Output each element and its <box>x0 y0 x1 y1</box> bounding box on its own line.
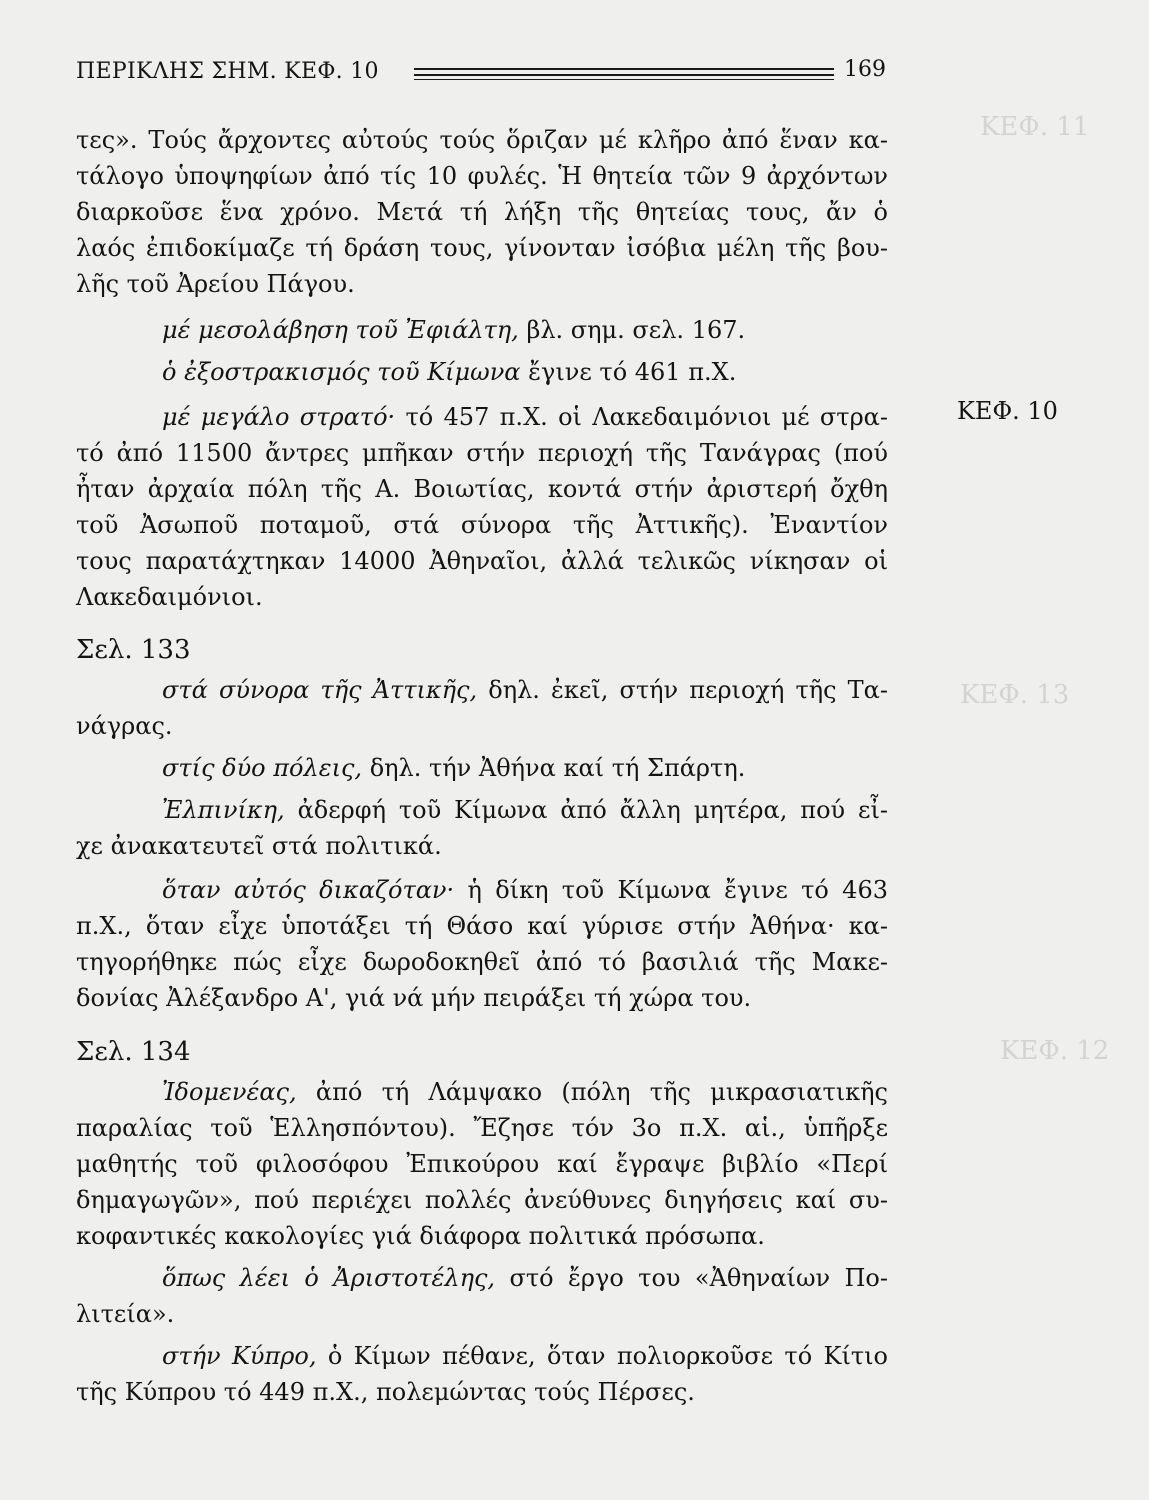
text-line: διαρκοῦσε ἕνα χρόνο. Μετά τή λήξη τῆς θητείας τους, ἄν ὁ <box>76 198 888 226</box>
note-entry: Ἰδομενέας, ἀπό τή Λάμψακο (πόλη τῆς μικρασιατικῆς <box>162 1078 888 1106</box>
note-lemma: Ἐλπινίκη, <box>162 796 285 824</box>
running-title: ΠΕΡΙΚΛΗΣ ΣΗΜ. ΚΕΦ. 10 <box>76 59 379 84</box>
text-line: τοῦ Ἀσωποῦ ποταμοῦ, στά σύνορα τῆς Ἀττικῆς). Ἐναντίον <box>76 511 888 539</box>
note-entry: ὅπως λέει ὁ Ἀριστοτέλης, στό ἔργο του «Ἀθηναίων Πο- <box>162 1264 888 1292</box>
note-lemma: μέ μεσολάβηση τοῦ Ἐφιάλτη, <box>162 316 519 344</box>
note-lemma: ὅπως λέει ὁ Ἀριστοτέλης, <box>162 1264 496 1292</box>
note-entry: μέ μεγάλο στρατό· τό 457 π.Χ. οἱ Λακεδαιμόνιοι μέ στρα- <box>162 403 888 431</box>
note-entry: Ἐλπινίκη, ἀδερφή τοῦ Κίμωνα ἀπό ἄλλη μητέρα, πού εἶ- <box>162 796 888 824</box>
header-double-rule <box>414 68 834 76</box>
note-entry: ὁ ἐξοστρακισμός τοῦ Κίμωνα ἔγινε τό 461 π.Χ. <box>162 358 737 386</box>
running-header <box>76 55 886 95</box>
text-line: Λακεδαιμόνιοι. <box>76 583 263 611</box>
text-line: μαθητής τοῦ φιλοσόφου Ἐπικούρου καί ἔγραψε βιβλίο «Περί <box>76 1150 888 1178</box>
text-line: ἦταν ἀρχαία πόλη τῆς Α. Βοιωτίας, κοντά στήν ἀριστερή ὄχθη <box>76 475 888 503</box>
note-lemma: στά σύνορα τῆς Ἀττικῆς, <box>162 676 478 704</box>
text-line: κοφαντικές κακολογίες γιά διάφορα πολιτικά πρόσωπα. <box>76 1222 765 1250</box>
text-line: τάλογο ὑποψηφίων ἀπό τίς 10 φυλές. Ἡ θητεία τῶν 9 ἀρχόντων <box>76 162 888 190</box>
note-entry: στήν Κύπρο, ὁ Κίμων πέθανε, ὅταν πολιορκοῦσε τό Κίτιο <box>162 1342 888 1370</box>
note-entry: στά σύνορα τῆς Ἀττικῆς, δηλ. ἐκεῖ, στήν περιοχή τῆς Τα- <box>162 676 888 704</box>
text-line: τηγορήθηκε πώς εἶχε δωροδοκηθεῖ ἀπό τό βασιλιά τῆς Μακε- <box>76 948 888 976</box>
note-lemma: στήν Κύπρο, <box>162 1342 317 1370</box>
text-line: λῆς τοῦ Ἀρείου Πάγου. <box>76 270 355 298</box>
text-line: τους παρατάχτηκαν 14000 Ἀθηναῖοι, ἀλλά τελικῶς νίκησαν οἱ <box>76 547 888 575</box>
text-line: τῆς Κύπρου τό 449 π.Χ., πολεμώντας τούς Πέρσες. <box>76 1378 695 1406</box>
text-line: δονίας Ἀλέξανδρο Α', γιά νά μήν πειράξει τή χώρα του. <box>76 984 752 1012</box>
chapter-margin-label: ΚΕΦ. 10 <box>957 397 1058 425</box>
text-line: λιτεία». <box>76 1300 175 1328</box>
header-rule <box>414 79 834 80</box>
note-entry: στίς δύο πόλεις, δηλ. τήν Ἀθήνα καί τή Σπάρτη. <box>162 754 746 782</box>
note-entry: ὅταν αὐτός δικαζόταν· ἡ δίκη τοῦ Κίμωνα ἔγινε τό 463 <box>162 876 888 904</box>
page-number: 169 <box>844 57 886 82</box>
note-lemma: μέ μεγάλο στρατό· <box>162 403 396 431</box>
section-heading: Σελ. 134 <box>76 1037 191 1067</box>
note-lemma: στίς δύο πόλεις, <box>162 754 363 782</box>
note-lemma: ὁ ἐξοστρακισμός τοῦ Κίμωνα <box>162 358 521 386</box>
text-line: τες». Τούς ἄρχοντες αὐτούς τούς ὅριζαν μέ κλῆρο ἀπό ἕναν κα- <box>76 126 888 154</box>
text-line: λαός ἐπιδοκίμαζε τή δράση τους, γίνονταν ἰσόβια μέλη τῆς βου- <box>76 234 888 262</box>
note-entry: μέ μεσολάβηση τοῦ Ἐφιάλτη, βλ. σημ. σελ. 167. <box>162 316 746 344</box>
text-line: νάγρας. <box>76 712 173 740</box>
text-line: χε ἀνακατευτεῖ στά πολιτικά. <box>76 832 442 860</box>
text-line: π.Χ., ὅταν εἶχε ὑποτάξει τή Θάσο καί γύρισε στήν Ἀθήνα· κα- <box>76 912 888 940</box>
note-lemma: ὅταν αὐτός δικαζόταν· <box>162 876 455 904</box>
text-line: τό ἀπό 11500 ἄντρες μπῆκαν στήν περιοχή τῆς Τανάγρας (πού <box>76 439 888 467</box>
text-line: παραλίας τοῦ Ἑλλησπόντου). Ἔζησε τόν 3ο π.Χ. αἱ., ὑπῆρξε <box>76 1114 888 1142</box>
text-line: δημαγωγῶν», πού περιέχει πολλές ἀνεύθυνες διηγήσεις καί συ- <box>76 1186 888 1214</box>
section-heading: Σελ. 133 <box>76 635 191 665</box>
note-lemma: Ἰδομενέας, <box>162 1078 297 1106</box>
bleed-through-text: ΚΕΦ. 12 <box>1000 1036 1110 1066</box>
bleed-through-text: ΚΕΦ. 13 <box>960 680 1070 710</box>
bleed-through-text: ΚΕΦ. 11 <box>980 112 1090 142</box>
